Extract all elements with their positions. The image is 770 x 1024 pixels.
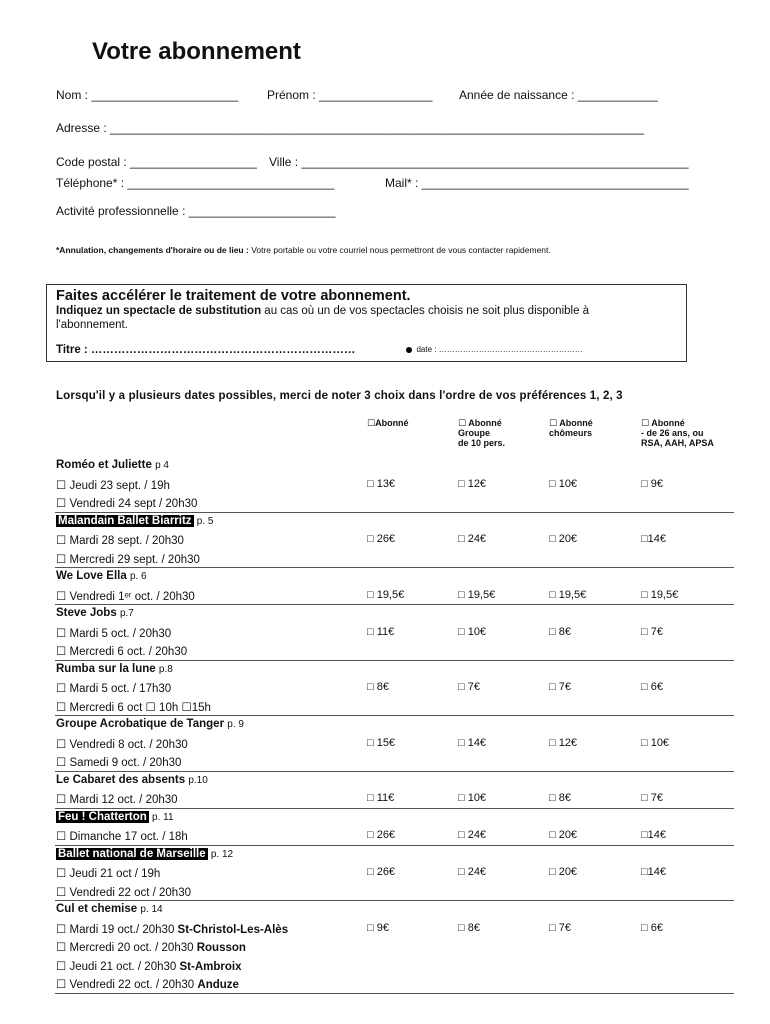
column-header-1	[367, 418, 409, 428]
event-date-option[interactable]	[56, 922, 288, 936]
event-date-option[interactable]	[56, 626, 171, 640]
event-title	[56, 459, 169, 471]
price-option[interactable]: □ 10€	[641, 736, 670, 749]
price-option[interactable]: □ 6€	[641, 681, 663, 693]
annulation-note-text: Votre portable ou votre courriel nous permettront de vous contacter rapidement.	[248, 245, 551, 255]
column-header-line3: RSA, AAH, APSA	[641, 438, 714, 448]
event-date-option[interactable]	[56, 737, 188, 751]
event-date-label: ☐ Vendredi 1ᵉʳ oct. / 20h30	[56, 590, 195, 603]
event-date-option[interactable]	[56, 977, 239, 991]
telephone-field[interactable]: Téléphone* : _______________________________	[56, 176, 335, 190]
event-date-option[interactable]	[56, 700, 211, 714]
price-option[interactable]: □ 19,5€	[549, 588, 587, 601]
event-name: Rumba sur la lune	[56, 662, 156, 675]
event-date-label: ☐ Mercredi 20 oct. / 20h30	[56, 942, 197, 954]
event-venue: St-Ambroix	[179, 960, 242, 973]
price-option[interactable]: □ 20€	[549, 533, 578, 545]
event-date-label: ☐ Vendredi 22 oct. / 20h30	[56, 979, 198, 991]
event-date-option[interactable]	[56, 792, 178, 806]
event-name: Cul et chemise	[56, 903, 138, 915]
event-date-label: ☐ Jeudi 21 oct. / 20h30	[56, 960, 180, 973]
event-date-option[interactable]	[56, 533, 184, 547]
price-option[interactable]: □14€	[641, 866, 666, 878]
event-page-ref: p.8	[158, 663, 173, 675]
event-title	[56, 663, 173, 675]
mail-field[interactable]: Mail* : ________________________________________	[385, 176, 689, 190]
event-date-label: ☐ Mardi 28 sept. / 20h30	[56, 535, 184, 547]
price-option[interactable]: □ 26€	[367, 533, 396, 545]
event-name: Steve Jobs	[56, 607, 117, 619]
event-date-label: ☐ Mercredi 6 oct. / 20h30	[56, 646, 188, 658]
column-header-line2: Groupe	[458, 428, 491, 438]
event-date-label: ☐ Vendredi 22 oct / 20h30	[56, 886, 191, 899]
event-page-ref: p 4	[155, 460, 169, 471]
event-date-option[interactable]	[56, 552, 200, 566]
price-option[interactable]: □ 8€	[549, 792, 571, 804]
bullet-icon	[406, 347, 412, 353]
column-header-2	[458, 418, 505, 448]
substitution-line2: l'abonnement.	[56, 319, 128, 331]
event-date-option[interactable]	[56, 644, 187, 658]
event-page-ref: p. 5	[196, 515, 214, 527]
event-title	[56, 607, 134, 619]
price-option[interactable]: □ 9€	[641, 477, 663, 490]
event-page-ref: p. 9	[227, 719, 244, 730]
price-option[interactable]: □ 6€	[641, 921, 663, 934]
activite-field[interactable]: Activité professionnelle : ______________________	[56, 204, 336, 218]
substitution-line-rest: au cas où un de vos spectacles choisis ne soit plus disponible à	[261, 305, 590, 317]
event-name: Ballet national de Marseille	[58, 847, 206, 860]
nom-field[interactable]: Nom : ______________________	[56, 88, 239, 102]
row-divider	[55, 512, 734, 513]
price-option[interactable]: □ 26€	[367, 866, 396, 878]
price-option[interactable]: □ 7€	[641, 625, 663, 638]
event-date-option[interactable]	[56, 755, 181, 769]
row-divider	[55, 715, 734, 716]
event-name: Malandain Ballet Biarritz	[58, 514, 192, 527]
event-date-option[interactable]	[56, 940, 246, 954]
event-date-option[interactable]	[56, 589, 195, 603]
row-divider	[55, 567, 734, 568]
price-option[interactable]: □ 19,5€	[458, 588, 496, 601]
event-date-option[interactable]	[56, 866, 160, 880]
row-divider	[55, 845, 734, 846]
price-option[interactable]: □ 19,5€	[641, 588, 679, 601]
price-option[interactable]: □14€	[641, 533, 666, 545]
date-field-label: date : ………………………………………………	[416, 345, 583, 354]
price-option[interactable]: □ 19,5€	[367, 588, 405, 601]
price-option[interactable]: □ 8€	[367, 681, 389, 693]
row-divider	[55, 900, 734, 901]
price-option[interactable]: □14€	[641, 829, 666, 841]
price-option[interactable]: □ 15€	[367, 736, 396, 749]
code-postal-field[interactable]: Code postal : ___________________	[56, 155, 257, 169]
event-name: Le Cabaret des absents	[56, 773, 186, 786]
column-header-4	[641, 418, 714, 448]
row-divider	[55, 771, 734, 772]
price-option[interactable]: □ 9€	[367, 921, 389, 934]
annulation-note	[56, 245, 551, 255]
price-option[interactable]: □ 26€	[367, 829, 396, 841]
event-date-label: ☐ Mardi 12 oct. / 20h30	[56, 794, 178, 806]
ville-field[interactable]: Ville : __________________________________________________________	[269, 155, 689, 169]
event-date-label: ☐ Mardi 19 oct./ 20h30	[56, 923, 178, 936]
preferences-instruction: Lorsqu'il y a plusieurs dates possibles, merci de noter 3 choix dans l'ordre de vos préférences 1, 2, 3	[56, 390, 623, 402]
column-header-line2: chômeurs	[549, 428, 593, 438]
substitution-line	[56, 304, 589, 318]
event-title	[56, 515, 213, 527]
price-option[interactable]: □ 8€	[549, 625, 571, 638]
date-field[interactable]	[406, 345, 583, 354]
annee-field[interactable]: Année de naissance : ____________	[459, 88, 658, 102]
event-date-option[interactable]	[56, 959, 241, 973]
event-title	[56, 718, 244, 730]
price-option[interactable]: □ 12€	[458, 477, 487, 490]
price-option[interactable]: □ 7€	[549, 681, 571, 693]
prenom-field[interactable]: Prénom : _________________	[267, 88, 433, 102]
substitution-line-bold: Indiquez un spectacle de substitution	[56, 305, 262, 317]
event-date-label: ☐ Mercredi 29 sept. / 20h30	[56, 553, 200, 566]
price-option[interactable]: □ 24€	[458, 829, 487, 841]
column-header-checkbox[interactable]: ☐ Abonné	[549, 418, 593, 428]
row-divider	[55, 993, 734, 994]
event-venue: Rousson	[196, 942, 246, 954]
event-venue: Anduze	[197, 979, 239, 991]
page-title: Votre abonnement	[92, 38, 301, 65]
substitution-box	[46, 284, 687, 362]
event-date-label: ☐ Mardi 5 oct. / 20h30	[56, 627, 172, 640]
event-title	[56, 570, 147, 582]
price-option[interactable]: □ 20€	[549, 829, 578, 841]
row-divider	[55, 808, 734, 809]
price-option[interactable]: □ 14€	[458, 736, 487, 749]
event-date-label: ☐ Mardi 5 oct. / 17h30	[56, 683, 172, 695]
row-divider	[55, 660, 734, 661]
row-divider	[55, 604, 734, 605]
event-page-ref: p. 6	[129, 571, 147, 582]
annulation-note-bold: *Annulation, changements d'horaire ou de lieu :	[56, 245, 249, 255]
event-date-option[interactable]	[56, 885, 191, 899]
event-date-option[interactable]	[56, 478, 170, 492]
event-date-label: ☐ Jeudi 23 sept. / 19h	[56, 479, 170, 492]
column-header-3	[549, 418, 593, 438]
column-header-line3: de 10 pers.	[458, 438, 506, 448]
price-option[interactable]: □ 24€	[458, 866, 487, 878]
price-option[interactable]: □ 7€	[458, 681, 480, 693]
price-option[interactable]: □ 8€	[458, 921, 480, 934]
event-venue: St-Christol-Les-Alès	[177, 923, 289, 936]
adresse-field[interactable]: Adresse : ________________________________________________________________________________	[56, 121, 644, 135]
column-header-checkbox[interactable]: ☐ Abonné	[641, 418, 685, 428]
event-page-ref: p.7	[119, 608, 134, 619]
event-name: Feu ! Chatterton	[58, 810, 147, 823]
price-option[interactable]: □ 20€	[549, 866, 578, 878]
substitution-title: Faites accélérer le traitement de votre abonnement.	[56, 288, 411, 304]
event-title	[56, 848, 233, 860]
price-option[interactable]: □ 10€	[458, 625, 487, 638]
price-option[interactable]: □ 10€	[549, 477, 578, 490]
event-date-label: ☐ Dimanche 17 oct. / 18h	[56, 831, 188, 843]
event-date-option[interactable]	[56, 829, 188, 843]
event-title	[56, 774, 208, 786]
price-option[interactable]: □ 7€	[641, 792, 663, 804]
event-page-ref: p.10	[188, 774, 208, 786]
event-name: Roméo et Juliette	[56, 459, 152, 471]
event-date-option[interactable]	[56, 681, 171, 695]
price-option[interactable]: □ 12€	[549, 736, 578, 749]
column-header-checkbox[interactable]: ☐Abonné	[367, 418, 409, 428]
event-date-label: ☐ Vendredi 24 sept / 20h30	[56, 498, 198, 510]
event-date-label: ☐ Jeudi 21 oct / 19h	[56, 868, 161, 880]
event-title	[56, 811, 174, 823]
event-date-label: ☐ Vendredi 8 oct. / 20h30	[56, 738, 188, 751]
event-name: We Love Ella	[56, 570, 127, 582]
event-page-ref: p. 11	[152, 811, 174, 823]
titre-field[interactable]: Titre : ……………………………………………………………	[56, 344, 356, 356]
column-header-checkbox[interactable]: ☐ Abonné	[458, 418, 502, 428]
event-name: Groupe Acrobatique de Tanger	[56, 718, 225, 730]
event-date-label: ☐ Samedi 9 oct. / 20h30	[56, 757, 182, 769]
event-page-ref: p. 14	[140, 904, 163, 915]
event-page-ref: p. 12	[210, 848, 234, 860]
price-option[interactable]: □ 10€	[458, 792, 487, 804]
price-option[interactable]: □ 11€	[367, 792, 395, 804]
event-date-option[interactable]	[56, 496, 197, 510]
event-date-label: ☐ Mercredi 6 oct ☐ 10h ☐15h	[56, 701, 211, 714]
price-option[interactable]: □ 11€	[367, 625, 395, 638]
event-title	[56, 903, 163, 915]
price-option[interactable]: □ 24€	[458, 533, 487, 545]
column-header-line2: - de 26 ans, ou	[641, 428, 704, 438]
price-option[interactable]: □ 13€	[367, 477, 396, 490]
price-option[interactable]: □ 7€	[549, 921, 571, 934]
